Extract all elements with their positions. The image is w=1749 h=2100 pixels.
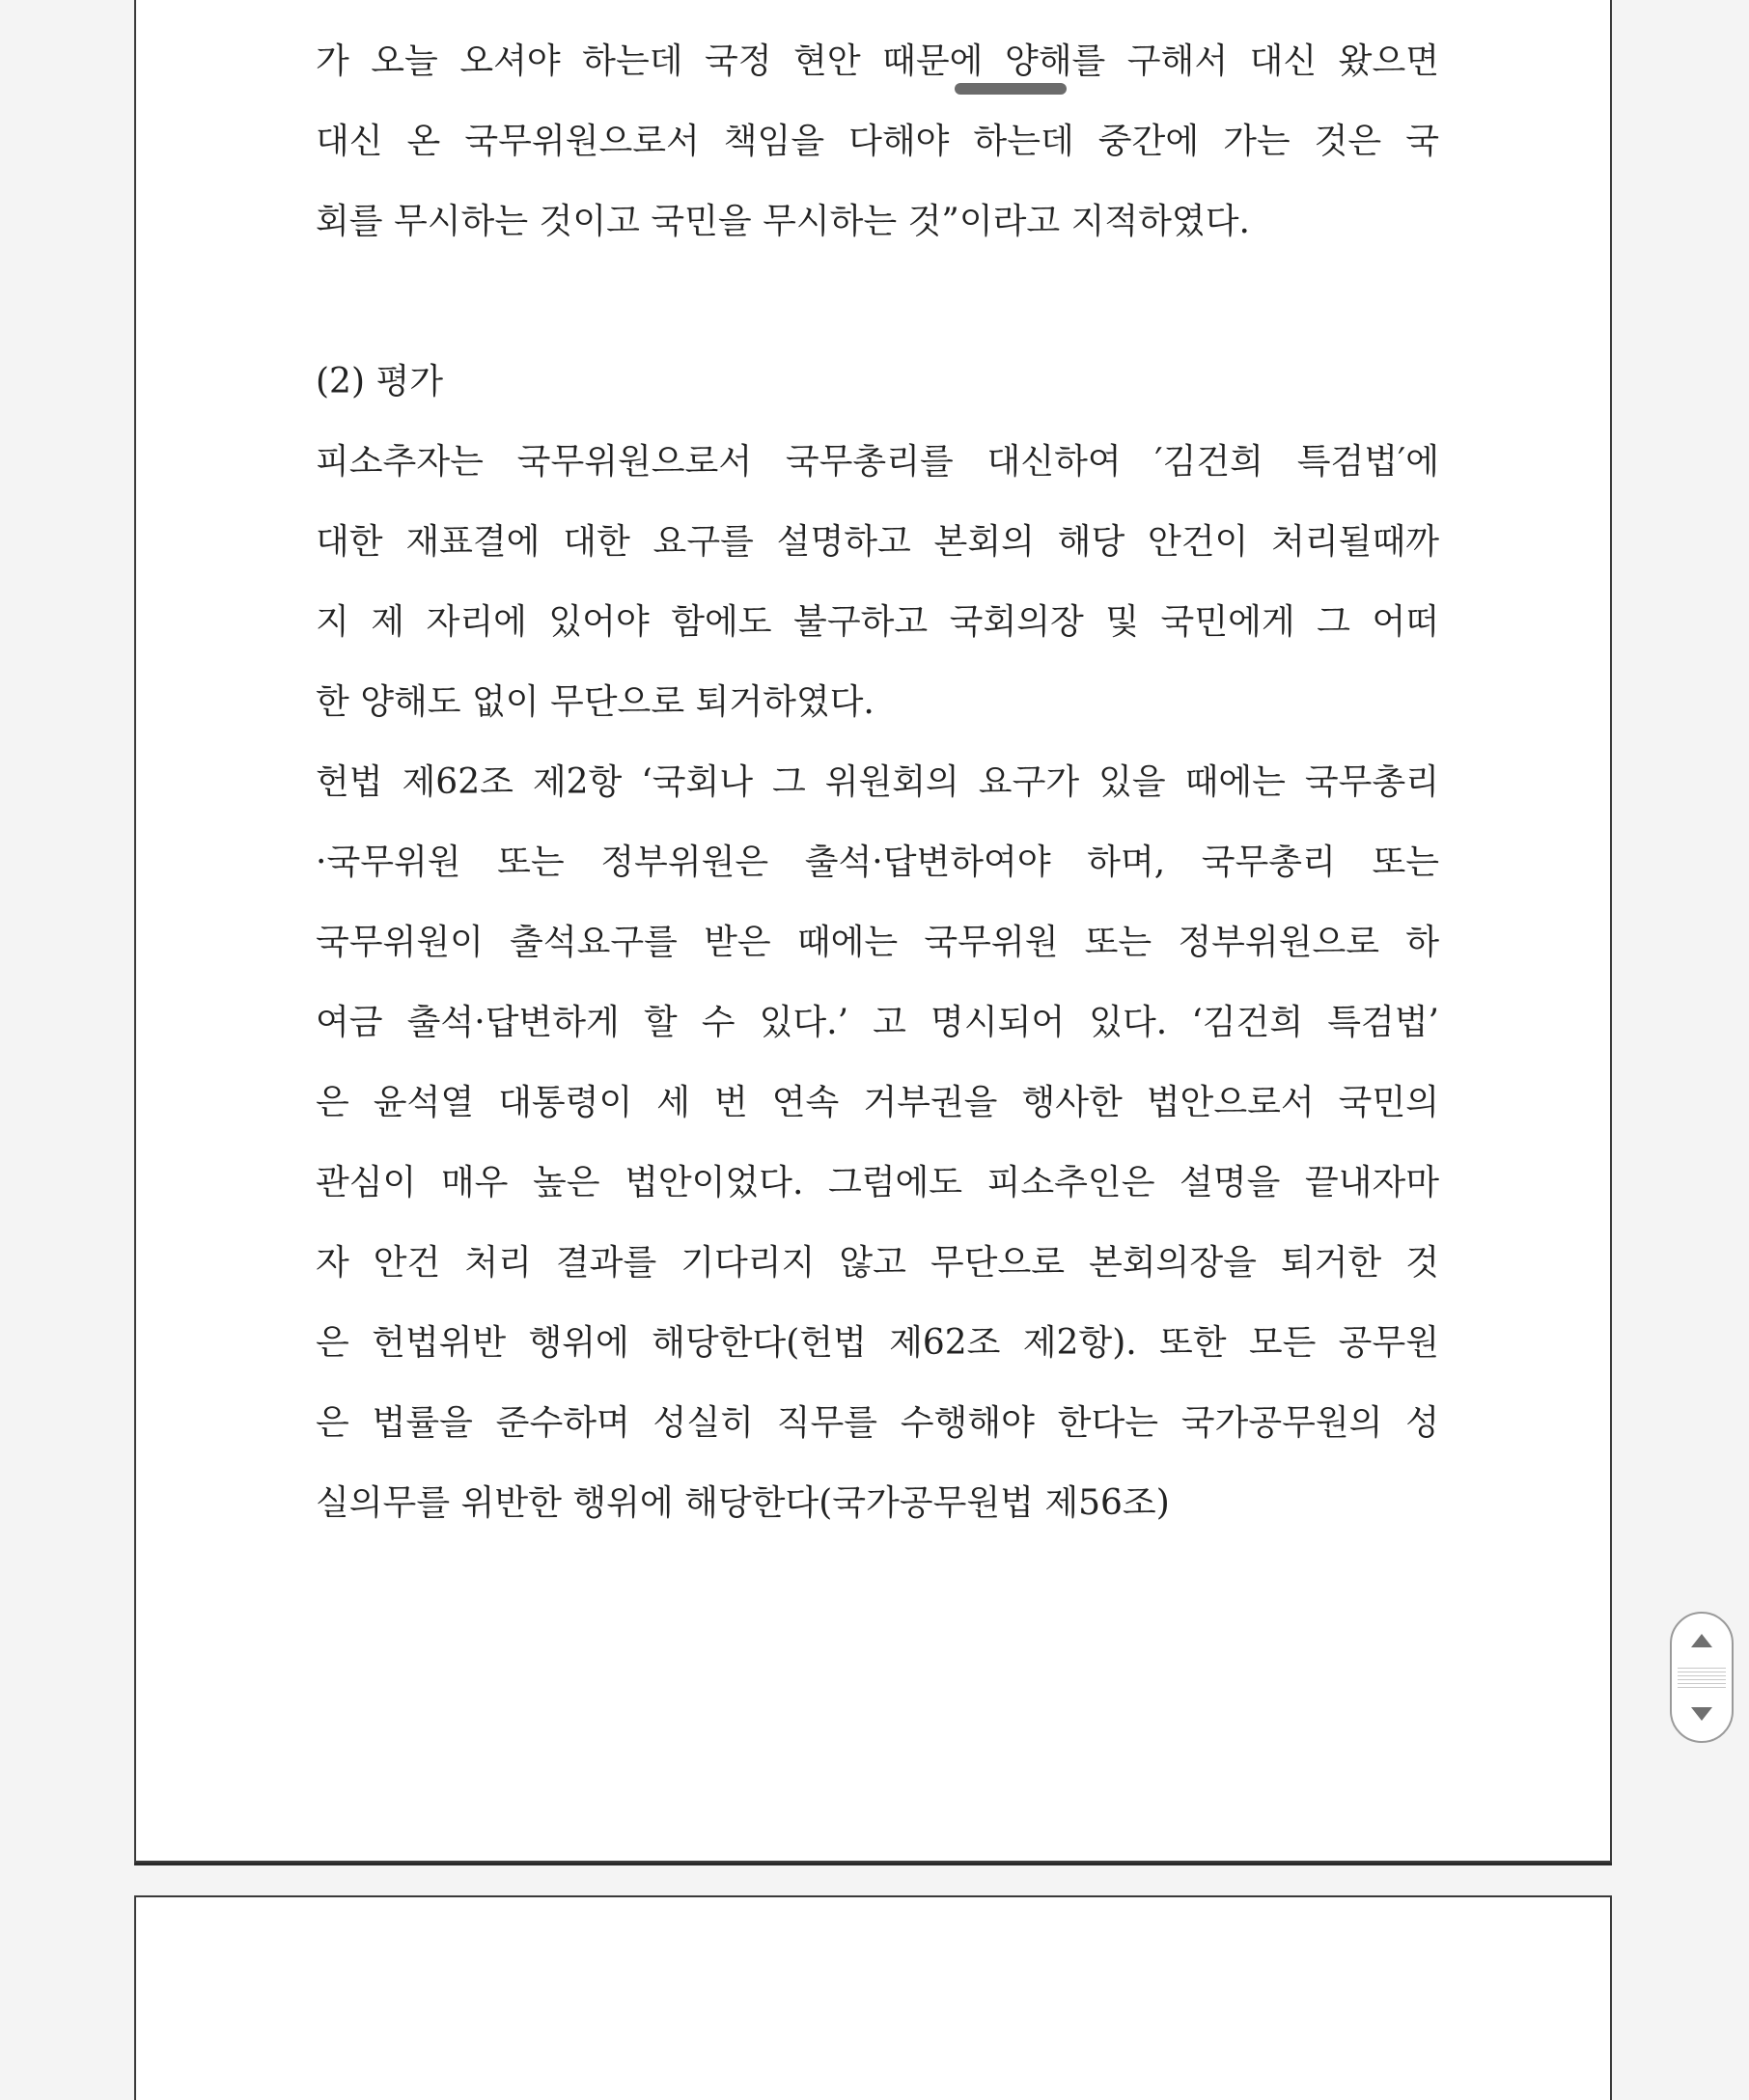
document-page [134,0,1612,1863]
text-line: 관심이 매우 높은 법안이었다. 그럼에도 피소추인은 설명을 끝내자마 [316,1163,1439,1202]
text-line: 피소추자는 국무위원으로서 국무총리를 대신하여 ′김건희 특검법′에 [316,442,1439,482]
text-line: 은 헌법위반 행위에 해당한다(헌법 제62조 제2항). 또한 모든 공무원 [316,1323,1439,1363]
scroll-up-button[interactable] [1672,1621,1732,1660]
text-line: 실의무를 위반한 행위에 해당한다(국가공무원법 제56조) [316,1483,1170,1523]
text-line: 은 윤석열 대통령이 세 번 연속 거부권을 행사한 법안으로서 국민의 [316,1083,1439,1122]
triangle-up-icon [1689,1632,1714,1649]
text-line: 대한 재표결에 대한 요구를 설명하고 본회의 해당 안건이 처리될때까 [316,522,1439,562]
scroll-down-button[interactable] [1672,1695,1732,1733]
text-line: 헌법 제62조 제2항 ‘국회나 그 위원회의 요구가 있을 때에는 국무총리 [316,762,1439,802]
text-line: 국무위원이 출석요구를 받은 때에는 국무위원 또는 정부위원으로 하 [316,923,1439,962]
scroll-grip[interactable] [1678,1668,1726,1689]
text-line: ·국무위원 또는 정부위원은 출석·답변하여야 하며, 국무총리 또는 [316,843,1439,882]
text-line: 자 안건 처리 결과를 기다리지 않고 무단으로 본회의장을 퇴거한 것 [316,1243,1439,1283]
page-scroller[interactable] [1670,1612,1734,1743]
section-heading: (2) 평가 [316,362,443,401]
text-line: 한 양해도 없이 무단으로 퇴거하였다. [316,682,874,722]
next-document-page [134,1895,1612,2100]
text-line: 은 법률을 준수하며 성실히 직무를 수행해야 한다는 국가공무원의 성 [316,1403,1439,1443]
text-line: 회를 무시하는 것이고 국민을 무시하는 것”이라고 지적하였다. [316,202,1250,241]
text-line: 여금 출석·답변하게 할 수 있다.’ 고 명시되어 있다. ‘김건희 특검법’ [316,1003,1439,1042]
text-line: 지 제 자리에 있어야 함에도 불구하고 국회의장 및 국민에게 그 어떠 [316,602,1439,642]
text-line: 대신 온 국무위원으로서 책임을 다해야 하는데 중간에 가는 것은 국 [316,122,1439,161]
triangle-down-icon [1689,1705,1714,1723]
text-line: 가 오늘 오셔야 하는데 국정 현안 때문에 양해를 구해서 대신 왔으면 [316,41,1439,81]
